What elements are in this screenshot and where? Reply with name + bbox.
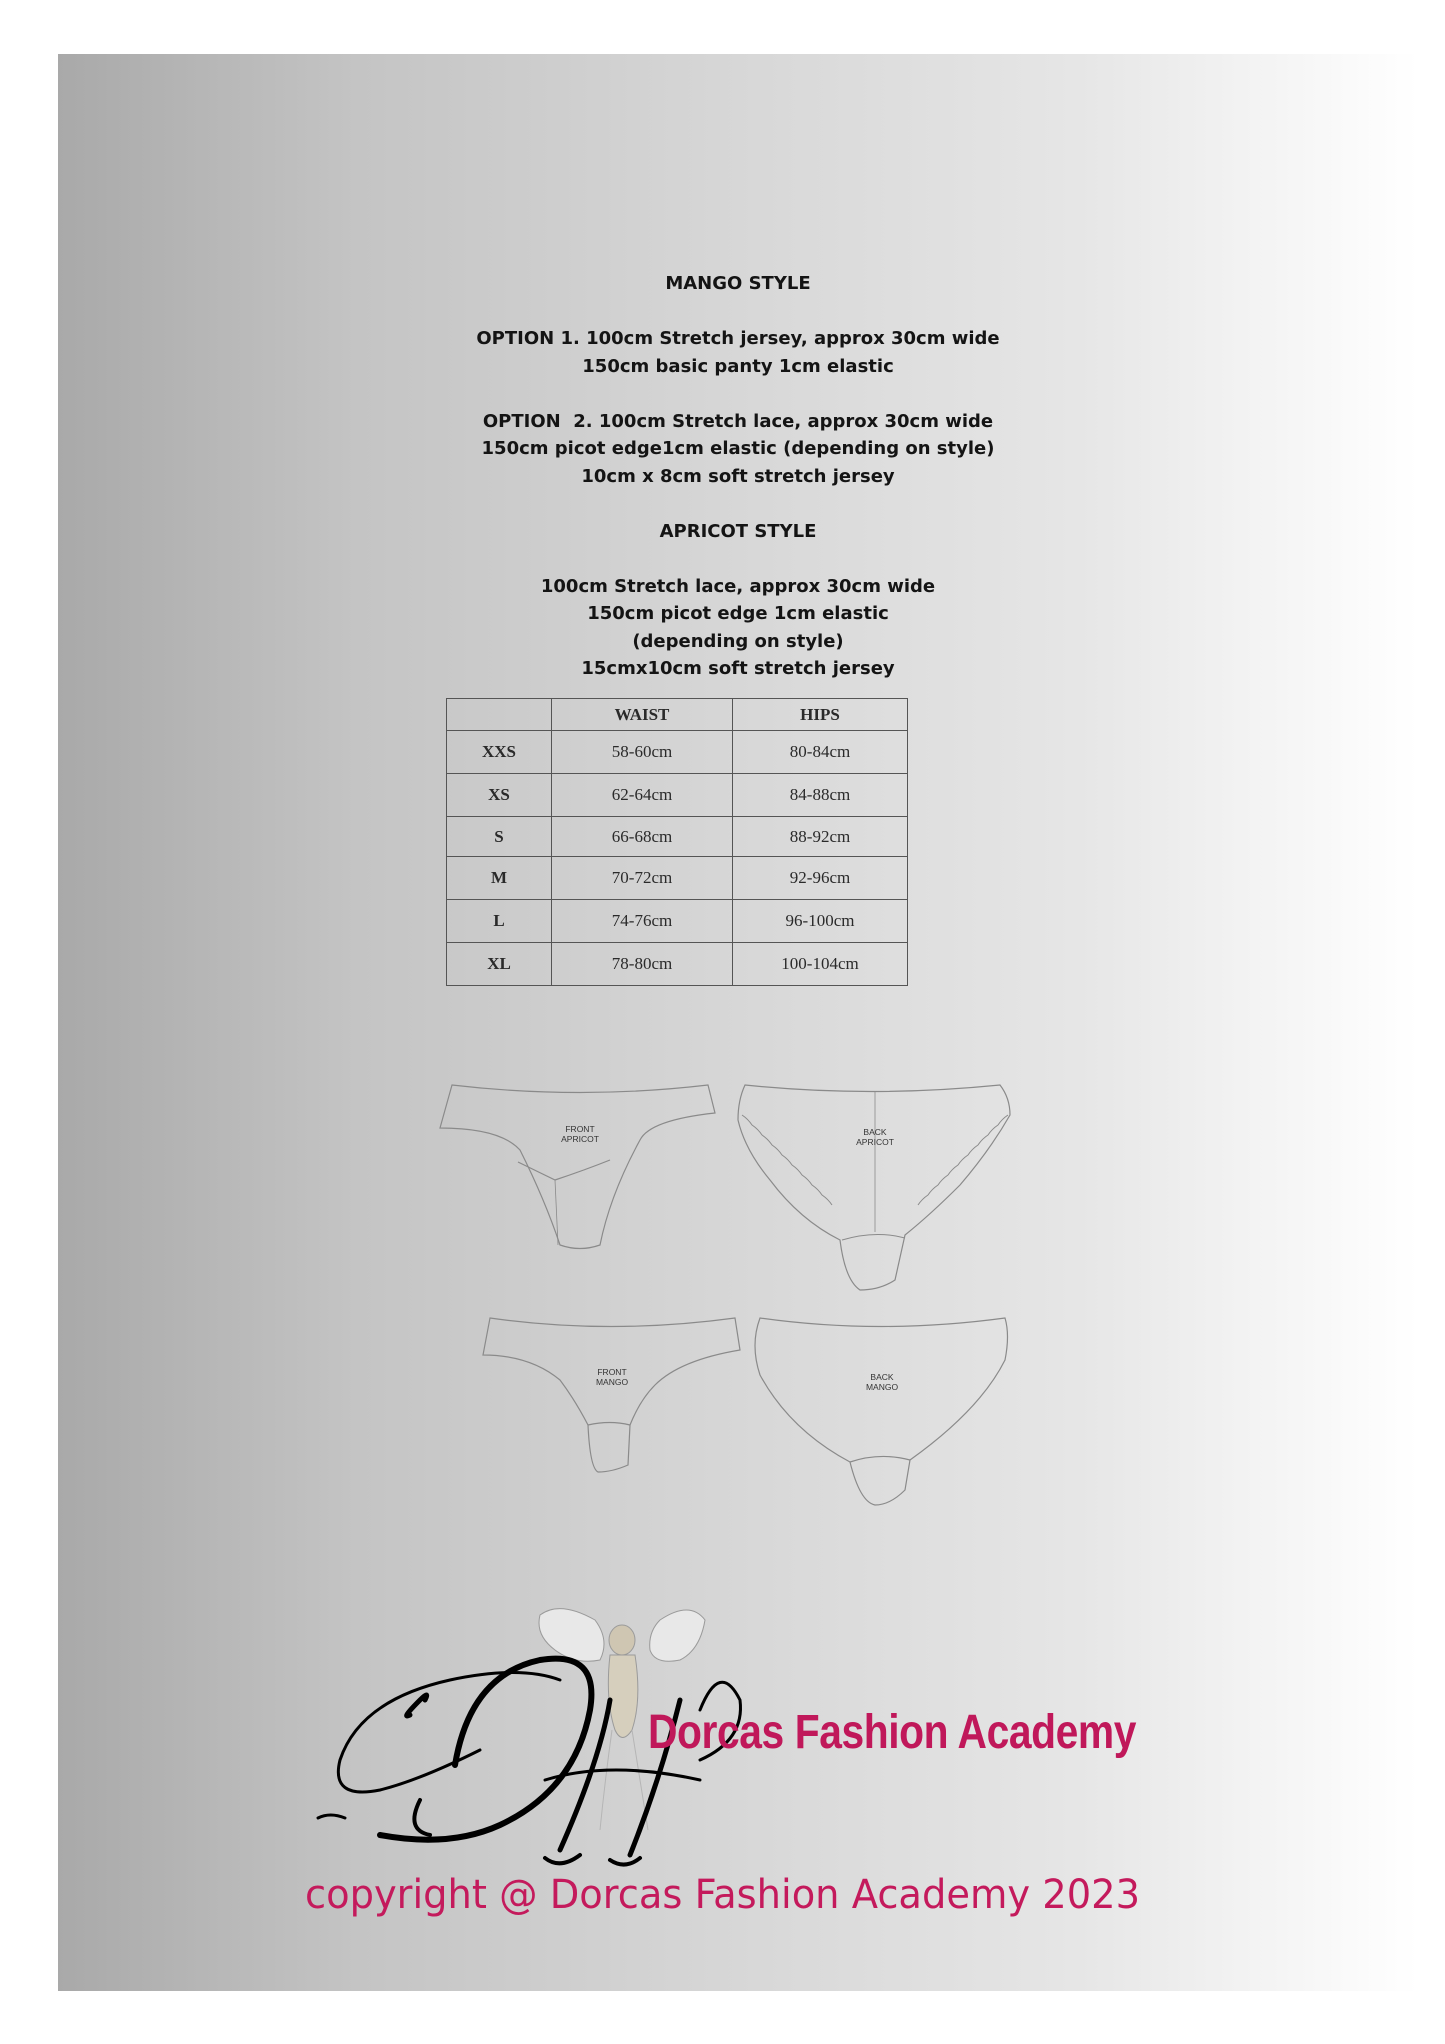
size-cell: XXS	[447, 731, 552, 774]
waist-cell: 70-72cm	[552, 857, 733, 900]
waist-cell: 58-60cm	[552, 731, 733, 774]
materials-line: 150cm basic panty 1cm elastic	[582, 355, 894, 377]
materials-line: 15cmx10cm soft stretch jersey	[581, 658, 895, 679]
pattern-label: BACK	[863, 1127, 887, 1137]
hips-cell: 100-104cm	[733, 943, 908, 986]
hips-cell: 96-100cm	[733, 900, 908, 943]
size-cell: XL	[447, 943, 552, 986]
copyright-notice: copyright @ Dorcas Fashion Academy 2023	[304, 1872, 1141, 1918]
back-mango-pattern	[755, 1318, 1008, 1505]
waist-cell: 66-68cm	[552, 817, 733, 857]
table-header-hips: HIPS	[733, 699, 908, 731]
hips-cell: 84-88cm	[733, 774, 908, 817]
materials-line: 150cm picot edge 1cm elastic	[587, 603, 889, 624]
materials-line: 100cm Stretch lace, approx 30cm wide	[540, 575, 936, 597]
pattern-label: APRICOT	[561, 1134, 599, 1144]
materials-line: OPTION 1. 100cm Stretch jersey, approx 30cm wide	[476, 328, 1000, 349]
pattern-label: FRONT	[565, 1124, 595, 1134]
size-cell: L	[447, 900, 552, 943]
dh-monogram-icon	[318, 1659, 741, 1865]
size-cell: XS	[447, 774, 552, 817]
materials-line: APRICOT STYLE	[659, 520, 817, 542]
materials-line: (depending on style)	[632, 630, 844, 652]
hips-cell: 80-84cm	[733, 731, 908, 774]
materials-line: OPTION 2. 100cm Stretch lace, approx 30cm wide	[482, 410, 994, 432]
waist-cell: 74-76cm	[552, 900, 733, 943]
materials-line: MANGO STYLE	[665, 273, 811, 294]
pattern-label: FRONT	[597, 1367, 627, 1377]
front-mango-pattern	[483, 1318, 740, 1472]
pattern-label: BACK	[870, 1372, 894, 1382]
table-header-waist: WAIST	[552, 699, 733, 731]
size-cell: S	[447, 817, 552, 857]
pattern-label: MANGO	[865, 1382, 899, 1392]
brand-name: Dorcas Fashion Academy	[648, 1706, 1136, 1759]
pattern-label: APRICOT	[856, 1137, 894, 1147]
size-cell: M	[447, 857, 552, 900]
waist-cell: 62-64cm	[552, 774, 733, 817]
hips-cell: 92-96cm	[733, 857, 908, 900]
materials-line: 10cm x 8cm soft stretch jersey	[581, 465, 895, 487]
hips-cell: 88-92cm	[733, 817, 908, 857]
pattern-label: MANGO	[595, 1377, 629, 1387]
waist-cell: 78-80cm	[552, 943, 733, 986]
front-apricot-pattern	[440, 1085, 715, 1249]
materials-line: 150cm picot edge1cm elastic (depending on style)	[481, 438, 995, 459]
back-apricot-pattern	[738, 1085, 1010, 1290]
